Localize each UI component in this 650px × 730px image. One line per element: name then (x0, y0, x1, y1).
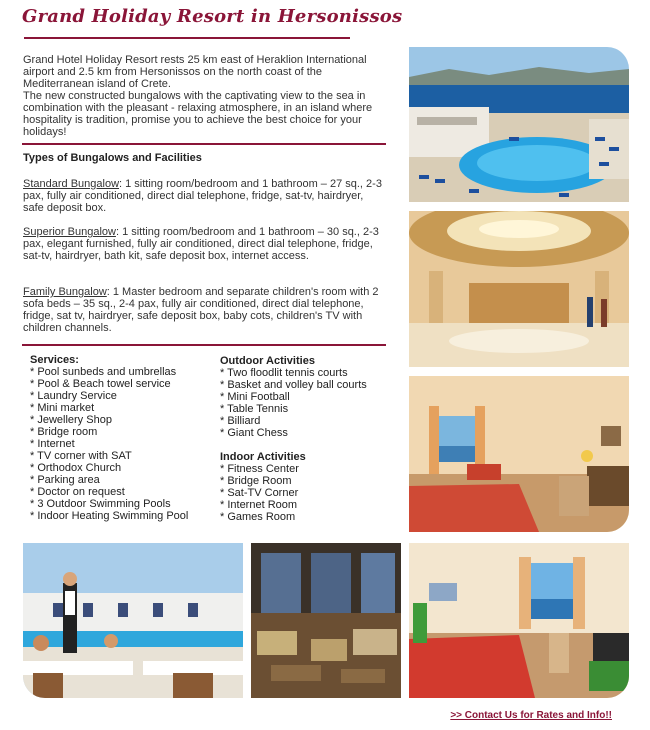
list-item: * Games Room (220, 511, 296, 523)
services-heading: Services: (30, 354, 79, 366)
bungalow-family (23, 286, 383, 334)
bungalow-standard (23, 178, 383, 214)
lobby-photo (409, 211, 629, 367)
list-item: * Pool & Beach towel service (30, 378, 171, 390)
family-room-photo (409, 543, 629, 698)
list-item: * Mini Football (220, 391, 290, 403)
intro-text (23, 54, 383, 138)
bungalow-name: Standard Bungalow (23, 178, 120, 190)
list-item: * Doctor on request (30, 486, 125, 498)
bungalow-description: : 1 sitting room/bedroom and 1 bathroom – 30 sq., 2-3 pax, elegant furnished, fully air conditioned, direct dial telephone, fridge, sat-tv, hairdryer, bath kit, safe deposit box, internet access. (23, 226, 379, 262)
list-item: * Indoor Heating Swimming Pool (30, 510, 189, 522)
contact-us-link[interactable]: >> Contact Us for Rates and Info!! (450, 710, 612, 721)
list-item: * Internet Room (220, 499, 298, 511)
list-item: * Jewellery Shop (30, 414, 112, 426)
list-item: * TV corner with SAT (30, 450, 132, 462)
title-underline (24, 37, 350, 39)
list-item: * Billiard (220, 415, 261, 427)
intro-paragraph-2: The new constructed bungalows with the captivating view to the sea in combination with the pleasant - relaxing atmosphere, in an island where hospitality is tradition, promise you to achieve the best choice for your holidays! (23, 90, 373, 138)
list-item: * Mini market (30, 402, 95, 414)
list-item: * Bridge room (30, 426, 98, 438)
list-item: * Orthodox Church (30, 462, 122, 474)
list-item: * 3 Outdoor Swimming Pools (30, 498, 171, 510)
list-item: * Table Tennis (220, 403, 289, 415)
section-divider (22, 143, 386, 145)
bungalow-description: : 1 sitting room/bedroom and 1 bathroom – 27 sq., 2-3 pax, fully air conditioned, direct dial telephone, fridge, sat-tv, hairdryer, safe deposit box. (23, 178, 382, 214)
list-item: * Fitness Center (220, 463, 299, 475)
list-item: * Bridge Room (220, 475, 292, 487)
pool-aerial-photo (409, 47, 629, 202)
lounge-photo (251, 543, 401, 698)
bungalows-heading: Types of Bungalows and Facilities (23, 152, 202, 164)
bungalow-superior (23, 226, 383, 262)
list-item: * Giant Chess (220, 427, 288, 439)
list-item: * Parking area (30, 474, 100, 486)
outdoor-activities-heading: Outdoor Activities (220, 355, 315, 367)
indoor-activities-list (220, 451, 306, 523)
page-title: Grand Holiday Resort in Hersonissos (22, 6, 403, 27)
intro-paragraph-1: Grand Hotel Holiday Resort rests 25 km east of Heraklion International airport and 2.5 km from Hersonissos on the north coast of the Mediterranean island of Crete. (23, 54, 367, 90)
list-item: * Basket and volley ball courts (220, 379, 367, 391)
bungalow-name: Superior Bungalow (23, 226, 116, 238)
indoor-activities-heading: Indoor Activities (220, 451, 306, 463)
restaurant-terrace-photo (23, 543, 243, 698)
services-list (30, 354, 188, 522)
outdoor-activities-list (220, 355, 367, 439)
list-item: * Internet (30, 438, 75, 450)
bungalow-name: Family Bungalow (23, 286, 107, 298)
list-item: * Two floodlit tennis courts (220, 367, 348, 379)
section-divider (22, 344, 386, 346)
list-item: * Pool sunbeds and umbrellas (30, 366, 177, 378)
list-item: * Laundry Service (30, 390, 117, 402)
list-item: * Sat-TV Corner (220, 487, 299, 499)
bedroom-photo (409, 376, 629, 532)
bungalow-description: : 1 Master bedroom and separate children's room with 2 sofa beds – 35 sq., 2-4 pax, fully air conditioned, direct dial telephone, fridge, sat tv, hairdryer, safe deposit box, baby cots, children's TV with children channels. (23, 286, 379, 334)
